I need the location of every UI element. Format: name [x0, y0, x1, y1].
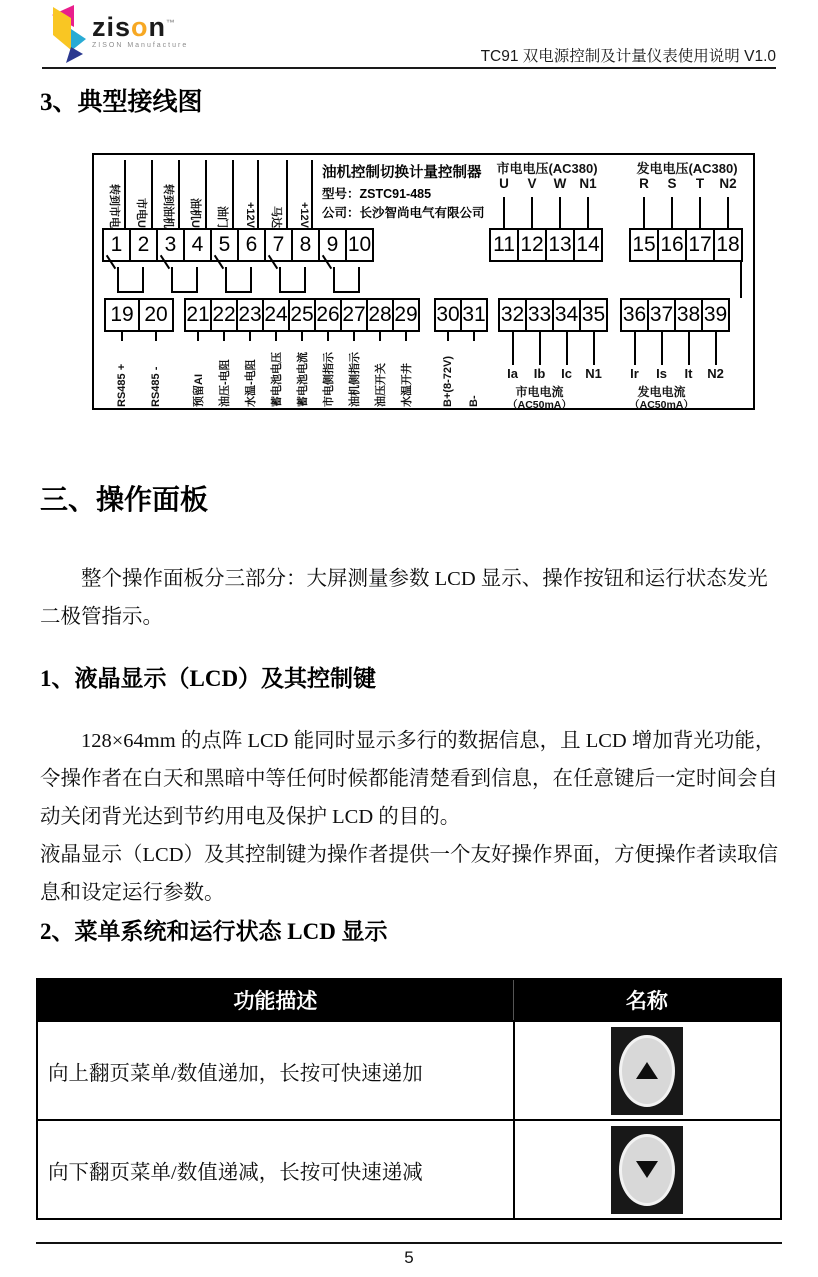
switch-contact-2 — [171, 267, 198, 293]
table-row-1 — [38, 1020, 780, 1119]
terminal-29-label-cell — [391, 341, 421, 407]
terminal-30: 30 — [434, 298, 462, 332]
terminal-37-wire — [661, 332, 663, 365]
header-divider — [42, 67, 776, 69]
terminal-6-label-cell — [237, 160, 266, 228]
mains-voltage-title: 市电电压(AC380) — [496, 161, 598, 176]
terminal-23-label: 水温-电阻 — [245, 359, 257, 407]
terminal-37: 37 — [647, 298, 676, 332]
terminal-7-label-cell — [264, 160, 293, 228]
terminal-2: 2 — [129, 228, 158, 262]
terminal-21: 21 — [184, 298, 212, 332]
terminal-26-wire — [327, 332, 329, 341]
terminal-31-label: B- — [468, 395, 480, 407]
terminal-19-label-cell — [107, 341, 137, 407]
terminal-28-wire — [379, 332, 381, 341]
brand-name: zison™ — [92, 12, 177, 42]
terminal-39: 39 — [701, 298, 730, 332]
switch-contact-3 — [225, 267, 252, 293]
table-body — [38, 1020, 780, 1218]
terminal-24-wire — [275, 332, 277, 341]
terminal-19-wire — [121, 332, 123, 341]
terminal-18-phase-label: N2 — [719, 176, 737, 191]
terminal-34-wire — [566, 332, 568, 365]
terminal-3-label: 转到油机 — [162, 184, 174, 228]
terminal-1-label-cell — [102, 160, 131, 228]
panel-paragraph: 整个操作面板分三部分：大屏测量参数 LCD 显示、操作按钮和运行状态发光二极管指示。 — [40, 568, 768, 628]
terminal-4: 4 — [183, 228, 212, 262]
gen-voltage-title: 发电电压(AC380) — [636, 161, 738, 176]
terminal-16-phase-label: S — [667, 176, 677, 191]
terminal-14-phase-label: N1 — [579, 176, 597, 191]
terminal-6: 6 — [237, 228, 266, 262]
lcd-section-heading: 1、液晶显示（LCD）及其控制键 — [40, 666, 377, 691]
terminal-38-label: It — [684, 366, 693, 381]
terminal-23-wire — [249, 332, 251, 341]
terminal-22: 22 — [210, 298, 238, 332]
terminal-35-wire — [593, 332, 595, 365]
terminal-8-label-cell — [291, 160, 320, 228]
terminal-5-wire — [232, 160, 234, 228]
terminal-32: 32 — [498, 298, 527, 332]
terminal-10: 10 — [345, 228, 374, 262]
terminal-21-label: 预留AI — [193, 374, 205, 407]
lcd-paragraphs — [40, 722, 782, 912]
terminal-19-label: RS485 + — [116, 363, 128, 407]
key-image-cell — [513, 1022, 780, 1119]
terminal-12-wire — [531, 197, 533, 228]
terminal-8: 8 — [291, 228, 320, 262]
document-title: TC91 双电源控制及计量仪表使用说明 V1.0 — [480, 48, 776, 65]
terminal-13: 13 — [545, 228, 575, 262]
terminal-33: 33 — [525, 298, 554, 332]
terminal-2-wire — [151, 160, 153, 228]
terminal-31: 31 — [460, 298, 488, 332]
terminal-34: 34 — [552, 298, 581, 332]
terminal-13-phase-label: W — [553, 176, 567, 191]
terminal-3-label-cell — [156, 160, 185, 228]
switch-contact-1 — [117, 267, 144, 293]
table-header-name: 名称 — [513, 980, 780, 1020]
zison-logo — [40, 2, 188, 64]
terminal-17-phase-label: T — [695, 176, 705, 191]
terminal-17: 17 — [685, 228, 715, 262]
current-group-label: 市电电流 — [515, 385, 564, 399]
function-description-text: 向下翻页菜单/数值递减，长按可快速递减 — [48, 1161, 423, 1184]
terminal-20-wire — [155, 332, 157, 341]
terminal-29-label: 水温开井 — [401, 363, 413, 407]
zison-logo-mark — [40, 2, 86, 64]
down-triangle-icon — [636, 1161, 658, 1178]
terminal-1-wire — [124, 160, 126, 228]
terminal-15-wire — [643, 197, 645, 228]
terminal-5: 5 — [210, 228, 239, 262]
terminal-4-label: 油机U — [189, 198, 201, 228]
terminal-24: 24 — [262, 298, 290, 332]
terminal-36-wire — [634, 332, 636, 365]
terminal-30-label: B+(8-72V) — [442, 355, 454, 407]
terminal-24-label: 蓄电池电压 — [271, 352, 283, 407]
lcd-paragraph-2: 液晶显示（LCD）及其控制键为操作者提供一个友好操作界面，方便操作者读取信息和设定运行参数。 — [40, 844, 778, 904]
terminal-37-label: Is — [656, 366, 667, 381]
terminal-36-label: Ir — [630, 366, 639, 381]
up-arrow-key-icon — [611, 1027, 683, 1115]
terminal-21-wire — [197, 332, 199, 341]
terminal-18-wire — [727, 197, 729, 228]
down-arrow-key-icon-oval — [619, 1134, 675, 1206]
current-group-sub: （AC50mA） — [629, 399, 694, 411]
terminal-2-label: 市电U — [135, 198, 147, 228]
controller-company: 公司：长沙智尚电气有限公司 — [322, 205, 485, 220]
terminal-27-label: 油机侧指示 — [349, 352, 361, 407]
terminal-30-wire — [447, 332, 449, 341]
trademark-symbol: ™ — [166, 18, 177, 28]
terminal-26: 26 — [314, 298, 342, 332]
terminal-11: 11 — [489, 228, 519, 262]
wiring-diagram — [92, 153, 755, 410]
terminal-8-wire — [311, 160, 313, 228]
key-function-table — [36, 978, 782, 1220]
section-3-heading: 3、典型接线图 — [40, 89, 203, 116]
controller-model: 型号：ZSTC91-485 — [322, 186, 432, 201]
terminal-12: 12 — [517, 228, 547, 262]
terminal-31-wire — [473, 332, 475, 341]
terminal-25: 25 — [288, 298, 316, 332]
lcd-paragraph-1: 128×64mm 的点阵 LCD 能同时显示多行的数据信息，且 LCD 增加背光功能，令操作者在白天和黑暗中等任何时候都能清楚看到信息，在任意键后一定时间会自动关闭背光达到节约用电及保护 LCD 的目的。 — [40, 730, 778, 828]
menu-section-heading: 2、菜单系统和运行状态 LCD 显示 — [40, 919, 388, 944]
terminal-4-label-cell — [183, 160, 212, 228]
terminal-32-wire — [512, 332, 514, 365]
terminal-5-label-cell — [210, 160, 239, 228]
terminal-28: 28 — [366, 298, 394, 332]
terminal-3: 3 — [156, 228, 185, 262]
terminal-22-wire — [223, 332, 225, 341]
terminal-23: 23 — [236, 298, 264, 332]
terminal-27: 27 — [340, 298, 368, 332]
terminal-9: 9 — [318, 228, 347, 262]
key-image-cell — [513, 1121, 780, 1218]
panel-section-heading: 三、操作面板 — [40, 484, 209, 515]
terminal-7-wire — [286, 160, 288, 228]
current-group-sub: （AC50mA） — [507, 399, 572, 411]
terminal-39-label: N2 — [707, 366, 724, 381]
terminal-5-label: 油门 — [216, 206, 228, 228]
terminal-20-label-cell — [141, 341, 171, 407]
terminal-35-label: N1 — [585, 366, 602, 381]
terminal-25-wire — [301, 332, 303, 341]
terminal-31-label-cell — [459, 341, 489, 407]
terminal-29: 29 — [392, 298, 420, 332]
terminal-16: 16 — [657, 228, 687, 262]
terminal-11-wire — [503, 197, 505, 228]
terminal-33-wire — [539, 332, 541, 365]
terminal-3-wire — [178, 160, 180, 228]
up-triangle-icon — [636, 1062, 658, 1079]
terminal-8-label: +12V — [298, 202, 310, 228]
terminal-14: 14 — [573, 228, 603, 262]
terminal-15: 15 — [629, 228, 659, 262]
terminal-19: 19 — [104, 298, 140, 332]
terminal-7-label: 马达 — [270, 206, 282, 228]
right-bus-wire — [740, 262, 742, 298]
terminal-4-wire — [205, 160, 207, 228]
terminal-20: 20 — [138, 298, 174, 332]
terminal-28-label: 油压开关 — [375, 363, 387, 407]
switch-contact-4 — [279, 267, 306, 293]
terminal-1: 1 — [102, 228, 131, 262]
terminal-17-wire — [699, 197, 701, 228]
terminal-25-label: 蓄电池电流 — [297, 352, 309, 407]
terminal-32-label: Ia — [507, 366, 518, 381]
terminal-11-phase-label: U — [499, 176, 509, 191]
terminal-36: 36 — [620, 298, 649, 332]
down-arrow-key-icon — [611, 1126, 683, 1214]
terminal-34-label: Ic — [561, 366, 572, 381]
terminal-33-label: Ib — [533, 366, 546, 381]
terminal-29-wire — [405, 332, 407, 341]
terminal-15-phase-label: R — [639, 176, 649, 191]
page-number: 5 — [404, 1248, 414, 1267]
terminal-7: 7 — [264, 228, 293, 262]
current-group-label: 发电电流 — [637, 385, 686, 399]
function-description-cell — [38, 1022, 513, 1119]
terminal-18: 18 — [713, 228, 743, 262]
terminal-38: 38 — [674, 298, 703, 332]
terminal-14-wire — [587, 197, 589, 228]
function-description-text: 向上翻页菜单/数值递加，长按可快速递加 — [48, 1062, 423, 1085]
terminal-1-label: 转到市电 — [108, 184, 120, 228]
terminal-6-label: +12V — [244, 202, 256, 228]
terminal-27-wire — [353, 332, 355, 341]
terminal-2-label-cell — [129, 160, 158, 228]
table-row-2 — [38, 1119, 780, 1218]
terminal-6-wire — [257, 160, 259, 228]
up-arrow-key-icon-oval — [619, 1035, 675, 1107]
terminal-38-wire — [688, 332, 690, 365]
controller-name: 油机控制切换计量控制器 — [322, 165, 482, 181]
table-header-row — [38, 980, 780, 1020]
terminal-16-wire — [671, 197, 673, 228]
terminal-12-phase-label: V — [527, 176, 537, 191]
function-description-cell — [38, 1121, 513, 1218]
switch-contact-5 — [333, 267, 360, 293]
table-header-function: 功能描述 — [233, 989, 318, 1013]
terminal-35: 35 — [579, 298, 608, 332]
zison-logo-text — [92, 2, 188, 49]
terminal-22-label: 油压-电阻 — [219, 359, 231, 407]
terminal-20-label: RS485 - — [150, 366, 162, 407]
terminal-13-wire — [559, 197, 561, 228]
terminal-39-wire — [715, 332, 717, 365]
terminal-26-label: 市电侧指示 — [323, 352, 335, 407]
footer-divider — [36, 1242, 782, 1244]
brand-subtitle: ZISON Manufacture — [92, 42, 189, 49]
